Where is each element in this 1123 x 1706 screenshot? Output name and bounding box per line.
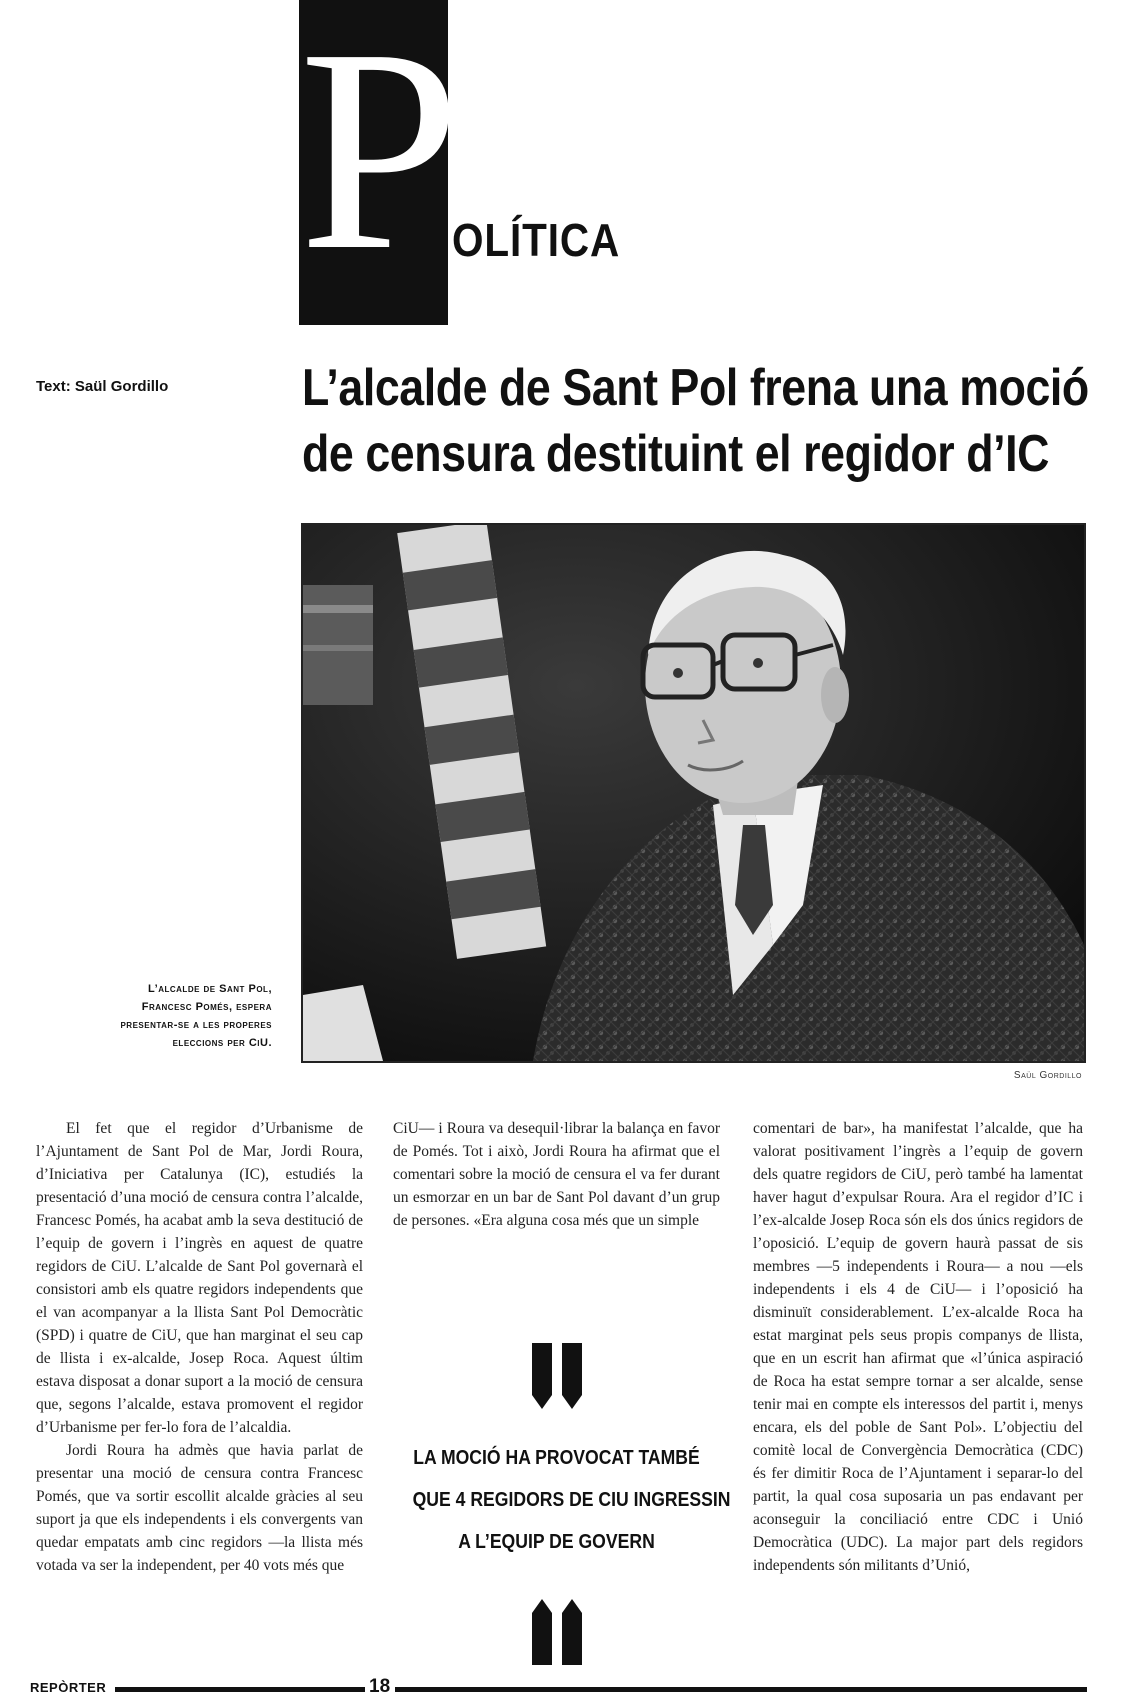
byline: Text: Saül Gordillo (36, 378, 169, 395)
paragraph: CiU— i Roura va desequil·librar la balança en favor de Pomés. Tot i això, Jordi Roura ha afirmat que el comentari sobre la moció de censura el va fer durant un esmorzar en un bar de Sant Pol davant d’un grup de persones. «Era alguna cosa més que un simple (393, 1120, 720, 1229)
photo-caption-line: Francesc Pomés, espera (141, 1001, 272, 1013)
section-dropcap-letter: P (299, 0, 461, 310)
body-column-1 (36, 1117, 363, 1577)
footer-brand: REPÒRTER (30, 1680, 107, 1695)
pull-quote-line: QUE 4 REGIDORS DE CIU INGRESSIN (412, 1489, 731, 1511)
paragraph: El fet que el regidor d’Urbanisme de l’Ajuntament de Sant Pol de Mar, Jordi Roura, d’Iniciativa per Catalunya (IC), estudiés la presentació d’una moció de censura contra l’alcalde, Francesc Pomés, ha acabat amb la seva destitució de l’equip de govern i l’ingrès en aquest de quatre regidors de CiU. L’alcalde de Sant Pol governarà el consistori amb els quatre regidors independents que el van acompanyar a la llista Sant Pol Democràtic (SPD) i quatre de CiU, que han marginat el seu cap de llista i ex-alcalde, Josep Roca. Aquest últim estava disposat a donar suport a la moció de censura que, segons l’alcalde, estava promovent el regidor d’Urbanisme per fer-lo fora de l’alcaldia. (36, 1120, 363, 1436)
open-quote-icon (528, 1343, 588, 1423)
page-number: 18 (369, 1676, 391, 1697)
photo-caption (60, 980, 272, 1052)
article-photo (301, 523, 1086, 1063)
photo-caption-line: L’alcalde de Sant Pol, (148, 983, 272, 995)
paragraph: Jordi Roura ha admès que havia parlat de presentar una moció de censura contra Francesc Pomés, que va sortir escollit alcalde gràcies al seu suport ja que els independents i els convergents van quedar empatats amb cinc regidors —la llista més votada va ser la independent, per 40 vots més que (36, 1442, 363, 1574)
footer-rule-right (395, 1687, 1087, 1692)
headline (302, 355, 1089, 487)
photo-illustration (303, 525, 1084, 1061)
paragraph: comentari de bar», ha manifestat l’alcalde, que ha valorat positivament l’ingrès a l’equip de govern dels quatre regidors de CiU, però també ha lamentat haver hagut d’expulsar Roura. Ara el regidor d’IC i l’ex-alcalde Josep Roca són els dos únics regidors de l’oposició. L’equip de govern haurà passat de sis membres —5 independents i Roura— a nou —els independents i els 4 de CiU— i l’oposició ha disminuït considerablement. L’ex-alcalde Roca ha estat marginat pels seus propis companys de llista, que en un escrit han afirmat que «l’única aspiració de Roca ha estat sempre tornar a ser alcalde, sense tenir mai en compte els interessos del partit i, menys encara, els del poble de Sant Pol». L’objectiu del comitè local de Convergència Democràtica (CDC) és fer dimitir Roca de l’Ajuntament i separar-lo del partit, la qual cosa suposaria un pas endavant per aconseguir la conciliació entre CDC i Unió Democràtica (UDC). La major part dels regidors independents són militants d’Unió, (753, 1120, 1083, 1574)
photo-credit: Saül Gordillo (1013, 1070, 1082, 1081)
photo-caption-line: presentar-se a les properes (120, 1019, 272, 1031)
pull-quote (412, 1437, 731, 1563)
pull-quote-line: A L’EQUIP DE GOVERN (458, 1531, 655, 1553)
body-column-3 (753, 1117, 1083, 1577)
headline-line-1: L’alcalde de Sant Pol frena una moció (302, 359, 1089, 417)
close-quote-icon (528, 1585, 588, 1665)
headline-line-2: de censura destituint el regidor d’IC (302, 425, 1049, 483)
photo-caption-line: eleccions per CiU. (172, 1037, 272, 1049)
footer-rule-left (115, 1687, 365, 1692)
body-column-2 (393, 1117, 720, 1232)
section-title: OLÍTICA (452, 214, 621, 266)
pull-quote-line: LA MOCIÓ HA PROVOCAT TAMBÉ (413, 1447, 700, 1469)
